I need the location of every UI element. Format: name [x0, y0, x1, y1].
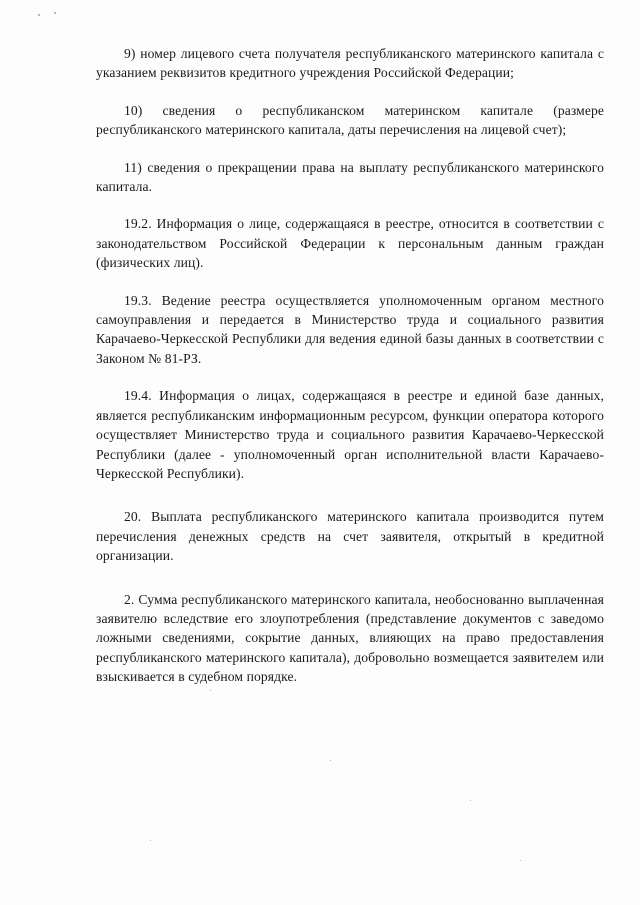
paragraph-item-9: 9) номер лицевого счета получателя республиканского материнского капитала с указанием реквизитов кредитного учреждения Российской Федерации;	[96, 46, 604, 81]
paragraph-2: 2. Сумма республиканского материнского капитала, необоснованно выплаченная заявителю вследствие его злоупотребления (представление документов с заведомо ложными сведениями, сокрытие данных, влияющих на право предоставления республиканского материнского капитала), добровольно возмещается заявителем или взыскивается в судебном порядке.	[96, 591, 604, 685]
paragraph-19-4: 19.4. Информация о лицах, содержащаяся в реестре и единой базе данных, является республиканским информационным ресурсом, функции оператора которого осуществляет Министерство труда и социального развития Карачаево-Черкесской Республики (далее - уполномоченный орган исполнительной власти Карачаево-Черкесской Республики).	[96, 388, 604, 481]
paragraph-19-3: 19.3. Ведение реестра осуществляется уполномоченным органом местного самоуправления и передается в Министерство труда и социального развития Карачаево-Черкесской Республики для ведения единой базы данных в соответствии с Законом № 81-РЗ.	[96, 292, 604, 366]
paragraph-item-11: 11) сведения о прекращении права на выплату республиканского материнского капитала.	[96, 159, 604, 195]
document-body	[96, 44, 604, 705]
paragraph-item-10: 10) сведения о республиканском материнском капитале (размере республиканского материнского капитала, даты перечисления на лицевой счет);	[96, 102, 604, 138]
paragraph-20: 20. Выплата республиканского материнского капитала производится путем перечисления денежных средств на счет заявителя, открытый в кредитной организации.	[96, 509, 604, 564]
paragraph-19-2: 19.2. Информация о лице, содержащаяся в реестре, относится в соответствии с законодательством Российской Федерации к персональным данным граждан (физических лиц).	[96, 216, 604, 271]
